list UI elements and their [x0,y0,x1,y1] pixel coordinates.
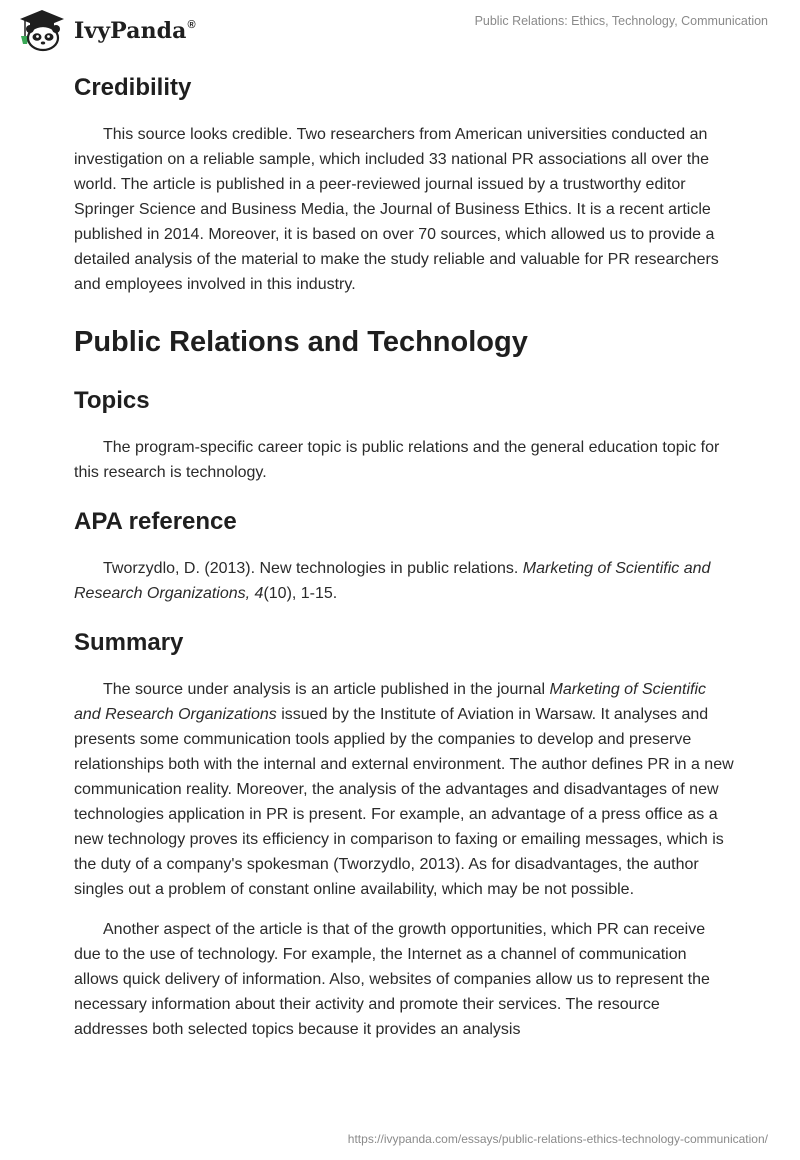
panda-graduate-icon [16,8,68,52]
summary-heading: Summary [74,629,184,656]
topics-paragraph: The program-specific career topic is public relations and the general education topic for this research is technology. [74,439,720,481]
reference-journal: Marketing of Scientific and Research Organizations, 4 [74,560,711,602]
topics-heading: Topics [74,387,150,414]
credibility-heading: Credibility [74,74,192,101]
brand-name: IvyPanda® [74,18,196,44]
summary-paragraph-2: Another aspect of the article is that of the growth opportunities, which PR can receive due to the use of technology. For example, the Internet as a channel of communication allows quick delivery of information. Also, websites of companies allow us to represent the necessary information about their activity and promote their services. The resource addresses both selected topics because it provides an analysis [74,921,710,1038]
pr-technology-heading: Public Relations and Technology [74,326,528,358]
summary-p1-intro: The source under analysis is an article published in the journal [103,681,550,698]
summary-paragraph-1 [74,677,734,902]
reference-authors-title: Tworzydlo, D. (2013). New technologies in public relations. [103,560,523,577]
page-header [0,0,800,60]
reference-issue-pages: (10), 1-15. [263,585,338,602]
document-title: Public Relations: Ethics, Technology, Communication [474,14,768,28]
ivypanda-logo[interactable] [16,8,196,52]
apa-reference-heading: APA reference [74,508,237,535]
source-url[interactable]: https://ivypanda.com/essays/public-relations-ethics-technology-communication/ [347,1132,768,1146]
summary-p1-rest: issued by the Institute of Aviation in Warsaw. It analyses and presents some communication tools applied by the companies to develop and preserve relationships both with the internal and external environment. The author defines PR in a new communication reality. Moreover, the analysis of the advantages and disadvantages of new technologies application in PR is present. For example, an advantage of a press office as a new technology proves its efficiency in comparison to faxing or emailing messages, which is the duty of a company's spokesman (Tworzydlo, 2013). As for disadvantages, the author singles out a problem of constant online availability, which may be not possible. [74,706,734,898]
registered-mark: ® [187,19,196,31]
essay-content [74,66,734,1042]
credibility-paragraph: This source looks credible. Two researchers from American universities conducted an investigation on a reliable sample, which included 33 national PR associations all over the world. The article is published in a peer-reviewed journal issued by a trustworthy editor Springer Science and Business Media, the Journal of Business Ethics. It is a recent article published in 2014. Moreover, it is based on over 70 sources, which allowed us to provide a detailed analysis of the material to make the study reliable and valuable for PR researchers and employees involved in this industry. [74,126,719,293]
apa-reference-paragraph [74,556,734,606]
summary-journal: Marketing of Scientific and Research Organizations [74,681,706,723]
